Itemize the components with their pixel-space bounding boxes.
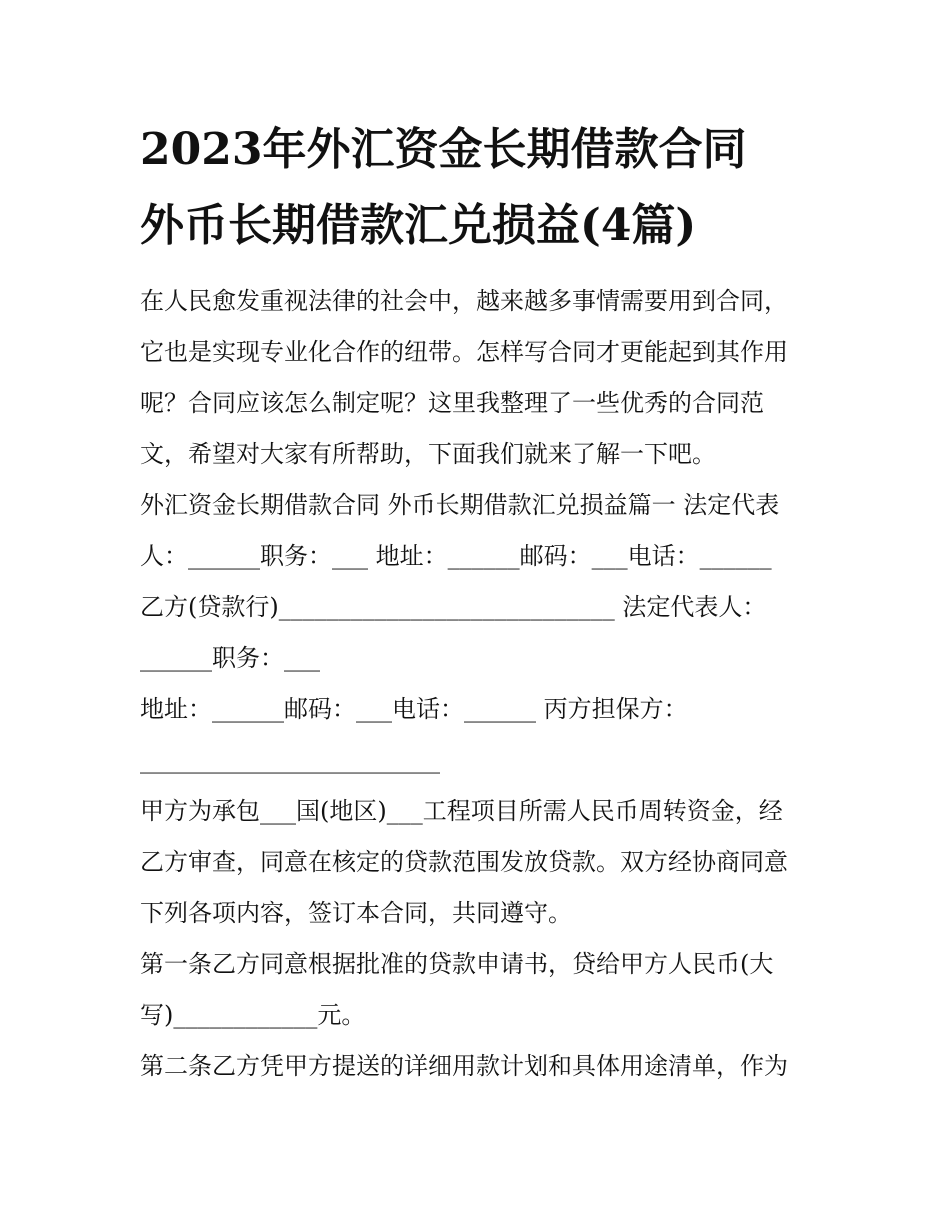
body-line-6: 人：______职务：___ 地址：______邮码：___电话：______ xyxy=(140,542,772,570)
body-line-8: ______职务：___ xyxy=(140,644,320,672)
body-line-16: 第二条乙方凭甲方提送的详细用款计划和具体用途清单，作为 xyxy=(140,1052,788,1080)
body-line-1: 在人民愈发重视法律的社会中，越来越多事情需要用到合同， xyxy=(140,287,788,315)
document-title xyxy=(140,112,830,264)
title-line-2: 外币长期借款汇兑损益(4篇) xyxy=(140,200,697,251)
body-line-12: 乙方审查，同意在核定的贷款范围发放贷款。双方经协商同意 xyxy=(140,848,788,876)
body-line-13: 下列各项内容，签订本合同，共同遵守。 xyxy=(140,899,572,927)
body-line-7: 乙方(贷款行)____________________________ 法定代表人： xyxy=(140,593,767,621)
body-line-10: _________________________ xyxy=(140,746,440,774)
body-line-3: 呢？合同应该怎么制定呢？这里我整理了一些优秀的合同范 xyxy=(140,389,764,417)
document-body xyxy=(140,276,820,1092)
body-line-9: 地址：______邮码：___电话：______ 丙方担保方： xyxy=(140,695,688,723)
body-line-14: 第一条乙方同意根据批准的贷款申请书，贷给甲方人民币(大 xyxy=(140,950,774,978)
body-line-5: 外汇资金长期借款合同 外币长期借款汇兑损益篇一 法定代表 xyxy=(140,491,780,519)
title-line-1: 2023年外汇资金长期借款合同 xyxy=(140,124,747,175)
body-line-15: 写)____________元。 xyxy=(140,1001,366,1029)
body-line-2: 它也是实现专业化合作的纽带。怎样写合同才更能起到其作用 xyxy=(140,338,788,366)
body-line-4: 文，希望对大家有所帮助，下面我们就来了解一下吧。 xyxy=(140,440,716,468)
body-line-11: 甲方为承包___国(地区)___工程项目所需人民币周转资金，经 xyxy=(140,797,783,825)
